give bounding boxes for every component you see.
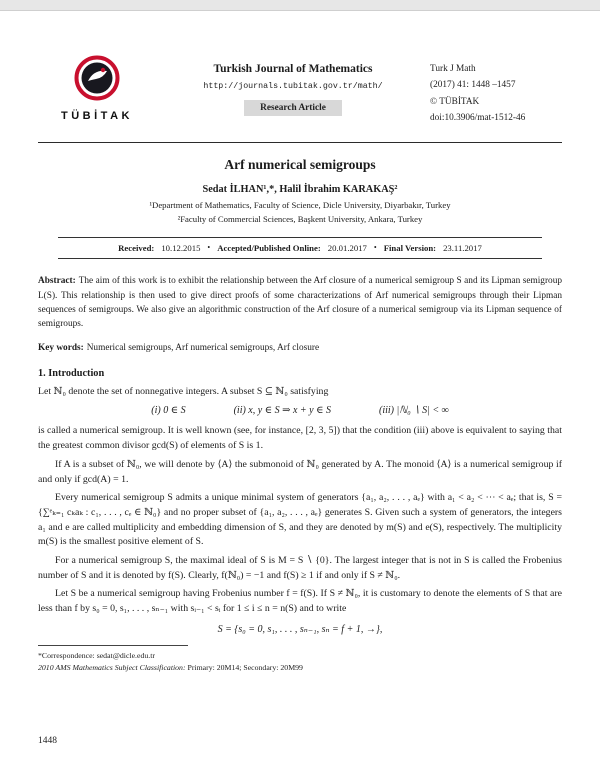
correspondence-label: *Correspondence: (38, 650, 95, 660)
final-version-label: Final Version: (383, 243, 437, 254)
logo-column (38, 55, 156, 122)
page-number: 1448 (38, 736, 57, 746)
received-label: Received: (118, 243, 155, 254)
abstract-label: Abstract: (38, 276, 76, 287)
citation-doi[interactable]: doi:10.3906/mat-1512-46 (430, 112, 526, 123)
condition-i: (i) 0 ∈ S (151, 405, 186, 417)
header-rule (38, 142, 562, 143)
condition-iii: (iii) |ℕ₀ ∖ S| < ∞ (379, 405, 449, 417)
abstract-paragraph (38, 274, 562, 332)
abstract-text: The aim of this work is to exhibit the relationship between the Arf closure of a numerical semigroup S and its Lipman semigroup L(S). This relationship is then used to give direct proofs of some characterizations of Arf numerical semigroups through their Lipman sequences of semigroups. We also give an algorithmic construction of the Arf closure of a numerical semigroup via its Lipman sequence of semigroups. (38, 276, 562, 330)
classification-label: 2010 AMS Mathematics Subject Classification: (38, 662, 186, 672)
paper-title: Arf numerical semigroups (224, 157, 376, 173)
affiliation-1: ¹Department of Mathematics, Faculty of Science, Dicle University, Diyarbakır, Turkey (149, 200, 451, 211)
display-equation-conditions (38, 405, 562, 416)
journal-center-block (156, 55, 430, 116)
journal-header (38, 55, 562, 126)
intro-paragraph-6: Let S be a numerical semigroup having Frobenius number f = f(S). If S ≠ ℕ₀, it is customary to denote the elements of S that are less than f by s₀ = 0, s₁, . . . , sₙ₋₁ with sᵢ₋₁ < sᵢ for 1 ≤ i ≤ n = n(S) and to write (38, 588, 562, 615)
viewer-top-strip (0, 0, 600, 11)
tubitak-logo-icon (74, 55, 120, 106)
accepted-date: 20.01.2017 (327, 243, 367, 254)
citation-journal-abbrev: Turk J Math (430, 64, 476, 74)
received-date: 10.12.2015 (161, 243, 201, 254)
condition-ii: (ii) x, y ∈ S ⇒ x + y ∈ S (233, 405, 331, 417)
citation-issue-pages: (2017) 41: 1448 –1457 (430, 80, 516, 91)
keywords-text: Numerical semigroups, Arf numerical semigroups, Arf closure (86, 342, 320, 353)
affiliation-2: ²Faculty of Commercial Sciences, Başkent University, Ankara, Turkey (177, 214, 423, 225)
footnote-rule (38, 645, 188, 646)
citation-copyright: © TÜBİTAK (430, 96, 480, 107)
article-type-badge: Research Article (244, 100, 342, 116)
correspondence-footnote (38, 650, 562, 662)
intro-paragraph-4: Every numerical semigroup S admits a unique minimal system of generators {a₁, a₂, . . . , aₑ} with a₁ < a₂ < ⋯ < aₑ; that is, S = {∑ᵉₖ₌₁ cₖaₖ : c₁, . . . , cₑ ∈ ℕ₀} and no proper subset of {a₁, a₂, . . . , aₑ} generates S. Given such a system of generators, the integers a₁ and e are called multiplicity and embedding dimension of S, and they are denoted by m(S) and e(S), respectively. The multiplicity m(S) is the smallest positive element of S. (38, 492, 562, 548)
correspondence-email-link[interactable]: sedat@dicle.edu.tr (96, 650, 155, 660)
display-equation-s-set: S = {s₀ = 0, s₁, . . . , sₙ₋₁, sₙ = f + 1, →}, (217, 623, 383, 635)
final-version-date: 23.11.2017 (443, 243, 482, 254)
intro-paragraph-2: is called a numerical semigroup. It is well known (see, for instance, [2, 3, 5]) that the condition (iii) above is equivalent to saying that the greatest common divisor gcd(S) of elements of S is 1. (38, 425, 562, 452)
bullet-separator: • (373, 243, 377, 253)
classification-value: Primary: 20M14; Secondary: 20M99 (187, 662, 303, 672)
journal-url-link[interactable]: http://journals.tubitak.gov.tr/math/ (203, 82, 383, 91)
intro-paragraph-3: If A is a subset of ℕ₀, we will denote by ⟨A⟩ the submonoid of ℕ₀ generated by A. The monoid ⟨A⟩ is a numerical semigroup if and only if gcd(A) = 1. (38, 458, 562, 485)
classification-footnote (38, 662, 562, 674)
intro-paragraph-1: Let ℕ₀ denote the set of nonnegative integers. A subset S ⊆ ℕ₀ satisfying (38, 385, 329, 397)
section-heading-introduction: 1. Introduction (38, 367, 105, 379)
tubitak-logo-text: TÜBİTAK (61, 110, 133, 122)
citation-block (430, 55, 562, 126)
bullet-separator: • (207, 243, 211, 253)
intro-paragraph-5: For a numerical semigroup S, the maximal ideal of S is M = S ∖ {0}. The largest integer that is not in S is called the Frobenius number of S and it is denoted by f(S). Clearly, f(ℕ₀) = −1 and f(S) ≥ 1 if and only if S ≠ ℕ₀. (38, 554, 562, 581)
dates-box (58, 237, 542, 259)
accepted-label: Accepted/Published Online: (217, 243, 321, 254)
footnote-block (38, 645, 562, 674)
keywords-label: Key words: (38, 342, 84, 353)
authors-line: Sedat İLHAN¹,*, Halil İbrahim KARAKAŞ² (202, 184, 398, 196)
keywords-line (38, 343, 562, 353)
journal-name: Turkish Journal of Mathematics (213, 63, 373, 75)
